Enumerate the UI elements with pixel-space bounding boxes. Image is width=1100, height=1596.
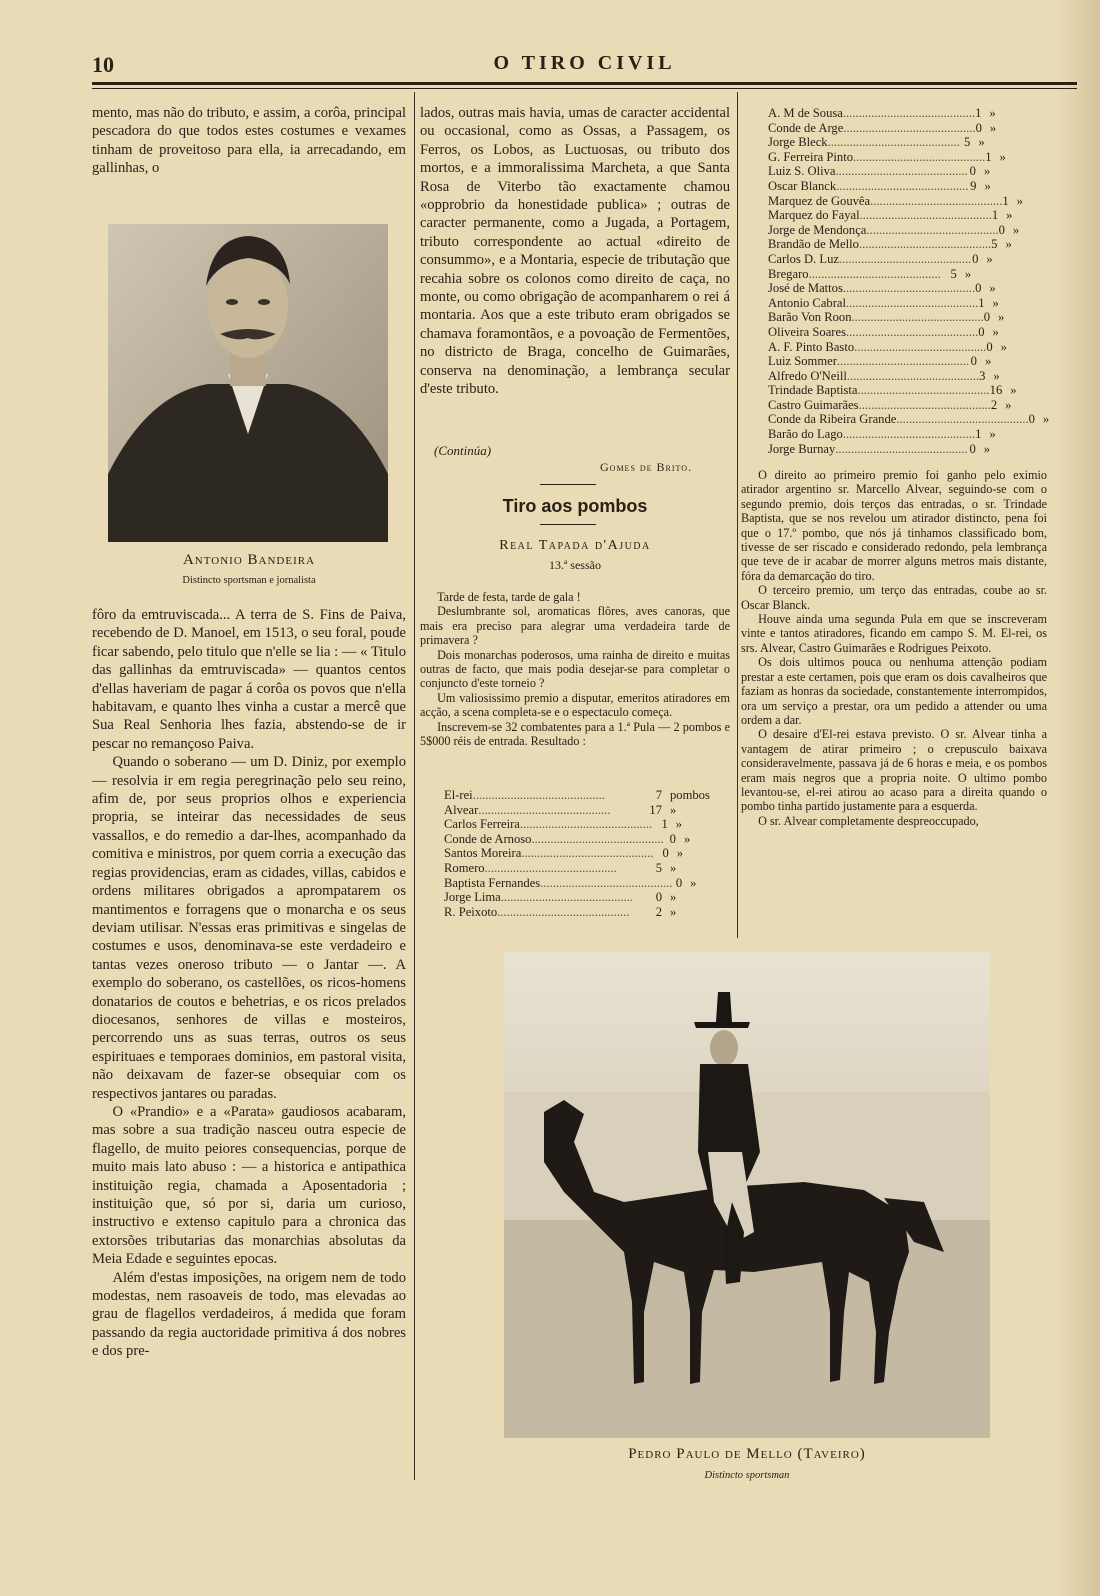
result-row [768,135,1004,150]
shooter-name: Romero [444,860,485,875]
shooter-name: Barão Von Roon [768,310,852,325]
result-row [768,193,1023,209]
result-row [768,427,1004,442]
shooter-name: Conde de Arnoso [444,831,532,846]
shooter-score: 0 [675,875,683,890]
column-1-body [92,606,406,1361]
tiro-intro [420,590,730,748]
article-paragraph: Um valiosissimo premio a disputar, emeritos atiradores em acção, a scena completa-se e o espectaculo começa. [420,690,730,720]
result-row [768,296,1004,311]
leader-dots: .......................................... [842,281,976,296]
shooter-name: Alfredo O'Neill [768,368,847,383]
result-row [444,890,714,905]
result-row [768,267,1004,282]
result-row [444,846,714,861]
article-paragraph: Tarde de festa, tarde de gala ! [437,590,581,604]
leader-dots: .......................................... [859,208,992,223]
leader-dots: .......................................... [521,846,654,861]
score-unit: » [978,135,985,150]
score-unit: » [1005,237,1012,252]
portrait-caption-sub: Distincto sportsman e jornalista [182,575,316,586]
score-unit: » [992,324,999,339]
shooter-score: 17 [649,802,662,817]
score-unit: » [670,860,677,875]
result-row [768,325,1004,340]
article-paragraph: O sr. Alvear completamente despreoccupado, [758,813,979,828]
score-unit: » [1000,339,1007,354]
shooter-name: Bregaro [768,266,809,281]
result-row [768,310,1004,325]
shooter-name: Alvear [444,802,479,817]
shooter-score: 1 [991,208,999,223]
column-3-body [741,468,1047,828]
leader-dots: .......................................... [497,904,630,919]
shooter-name: Baptista Fernandes [444,875,541,890]
leader-dots: .......................................... [835,164,968,179]
shooter-score: 0 [669,831,676,846]
score-unit: » [983,441,991,456]
result-row [444,832,714,847]
shooter-score: 1 [975,427,982,442]
article-paragraph: O terceiro premio, um terço das entradas, coube ao sr. Oscar Blanck. [741,583,1047,612]
shooter-name: Trindade Baptista [768,383,858,398]
article-paragraph: Quando o soberano — um D. Diniz, por exemplo — resolvia ir em regia peregrinação pelo seu reino, afim de, por seus proprios olhos e experiencia propria, se inteirar das necessidades de seus vassallos, e do remedio a dar-lhes, acompanhado da comitiva e ministros, por quem corria a execução das regias providencias, eram as cidades, villas, cabidos e ordens militares obrigados a aprompatarem os mantimentos e forragens que o monarcha e os seus deviam utilisar. N'essas eras primitivas e singelas de costumes e usos, denominava-se este verdadeiro e tantas vezes oneroso tributo — o Jantar —. A exemplo do soberano, os castellões, os ricos-homens donatarios de coutos e behetrias, e os ricos prelados diocesanos, senhores de villas e mosteiros, percorrendo uns as suas terras, outros os seus espirituaes e temporaes dominios, em pastoral visita, não deixavam de fazer-se obsequiar com os respectivos jantares ou paradas. [92,754,406,1102]
horse-photo-caption-name: Pedro Paulo de Mello (Taveiro) [628,1446,866,1462]
result-row [444,803,714,818]
shooter-name: Conde da Ribeira Grande [768,412,897,427]
result-row [768,383,1017,398]
portrait-caption-name: Antonio Bandeira [182,552,316,568]
shooter-score: 1 [985,149,992,164]
shooter-name: Luiz S. Oliva [768,164,836,179]
shooter-score: 5 [991,237,998,252]
score-unit: » [984,354,992,369]
shooter-name: Oscar Blanck [768,178,837,193]
result-row [768,339,1007,355]
shooter-name: Jorge Lima [444,890,501,905]
shooter-name: A. F. Pinto Basto [768,339,855,354]
score-unit: » [983,164,991,179]
shooter-name: Luiz Sommer [768,354,837,369]
score-unit: » [986,251,993,266]
shooter-score: 7 [655,788,662,802]
leader-dots: .......................................... [540,875,673,890]
shooter-score: 2 [655,904,662,919]
shooter-name: El-rei [444,788,473,802]
header-rule [92,82,1077,85]
shooter-score: 1 [975,106,982,120]
article-paragraph: mento, mas não do tributo, e assim, a corôa, principal pescadora do que todos estes costumes e vexames tinham de proveitoso para ella, ia arrecadando, em gallinhas, o [92,105,406,177]
horse-photo [504,952,990,1438]
result-row [768,397,1012,413]
shooter-score: 2 [990,397,998,412]
masthead [92,44,1077,80]
article-paragraph: Inscrevem-se 32 combatentes para a 1.ª Pula — 2 pombos e 5$000 réis de entrada. Resultado : [420,719,730,749]
result-row [768,222,1020,238]
score-unit: » [989,281,996,296]
leader-dots: .......................................... [836,354,970,369]
score-unit: » [1005,397,1012,412]
column-2-top [420,104,730,399]
shooter-score: 0 [978,324,985,339]
leader-dots: .......................................... [858,397,991,412]
shooter-score: 0 [983,310,991,325]
leader-dots: .......................................... [472,788,605,802]
score-unit: » [989,427,996,442]
score-unit: » [683,831,691,846]
article-paragraph: fôro da emtruviscada... A terra de S. Fins de Paiva, recebendo de D. Manoel, em 1513, o seu foral, poude ficar sabendo, pelo titulo que n'elle se lia : — « Titulo das gallinhas da emtruviscada» — quantos centos d'ellas haveriam de pagar á corôa os povos que n'ella habitavam, e quanto lhes vinha a custar a mercê que Sua Real Senhoria lhes fazia, abstendo-se de ir pescar no remançoso Paiva. [92,607,406,752]
leader-dots: .......................................... [842,106,976,120]
newspaper-title: O TIRO CIVIL [493,52,676,74]
shooter-name: A. M de Sousa [768,106,843,120]
shooter-score: 0 [972,251,979,266]
leader-dots: .......................................... [500,890,634,905]
score-unit: » [675,817,683,832]
shooter-name: Jorge Burnay [768,441,836,456]
leader-dots: .......................................... [519,817,653,832]
result-row [768,442,1004,457]
article-paragraph: O «Prandio» e a «Parata» gaudiosos acabaram, mas sobre a sua tradição nasceu outra especie de flagello, de muito peiores consequencias, porque de muito mais lato abuso : — a historica e antipathica instituição regia, chamada a Aposentadoria ; instituição que, só por si, daria um curioso, instructivo e extenso capitulo para a chronica das extorsões tributarias das monarchias absolutas da Meia Edade e seguintes epocas. [92,1103,406,1268]
result-row [768,150,1004,165]
horse-rider-image [504,952,990,1438]
continua-note: (Continúa) [434,443,492,458]
shooter-score: 0 [662,846,669,861]
shooter-score: 0 [970,354,977,369]
score-unit: » [964,266,972,281]
column-separator-2 [737,92,738,938]
page-edge-shadow [1058,0,1100,1596]
score-unit: » [1012,222,1020,237]
leader-dots: .......................................... [846,295,979,310]
shooter-name: Oliveira Soares [768,324,846,339]
leader-dots: .......................................... [866,222,999,237]
result-row [444,817,714,832]
article-paragraph: Houve ainda uma segunda Pula em que se inscreveram vinte e tantos atiradores, ficando em campo S. M. El-rei, os srs. Alvear, Castro Guimarães e Rodrigues Peixoto. [741,612,1047,655]
section-subtitle: Real Tapada d'Ajuda [499,538,651,553]
shooter-name: Santos Moreira [444,846,522,861]
score-unit: » [992,295,999,310]
horse-photo-caption-sub: Distincto sportsman [704,1470,790,1481]
article-paragraph: lados, outras mais havia, umas de caracter accidental ou occasional, como as Ossas, a Passagem, os Ferros, os Lobos, as Luctuosas, ou tributo dos mortos, e a immoralissima Marcheta, a que Santa Rosa de Viterbo tão exactamente chamou «opprobrio da honestidade publica» ; outras de caracter permanente, como a Jugada, a Portagem, tributo correspondente ao actual «direito de consummo», e a Montaria, especie de tributação que recahia sobre os colonos como direito de caça, no monte, ou como obrigação de acompanharem o rei á montaria. Aos que a este tributo eram obrigados se chamava foramontãos, e a povoação de Fermentões, no districto de Braga, concelho de Guimarães, conserva na denominação, a lembrança secular d'este tributo. [420,105,730,398]
leader-dots: .......................................... [478,802,611,817]
leader-dots: .......................................... [839,251,972,266]
leader-dots: .......................................... [484,860,617,875]
shooter-name: Jorge Bleck [768,135,828,150]
section-rule [540,484,596,485]
leader-dots: .......................................... [854,339,987,354]
article-paragraph: O direito ao primeiro premio foi ganho pelo eximio atirador argentino sr. Marcello Alvear, seguindo-se com o segundo premio, dois terços das entradas, o sr. Trindade Baptista, que se nos revelou um atirador distincto, pena foi que o 17.º pombo, que nós já tinhamos classificado bom, tivesse de ser riscado e considerado redondo, pela lembrança que teve de ir acabar de morrer alguns metros mais distante, fóra da demarcação do tiro. [741,468,1047,583]
leader-dots: .......................................... [853,149,986,164]
score-unit: » [1016,193,1023,208]
result-row [768,179,1004,194]
shooter-score: 1 [978,295,985,310]
result-row [768,237,1012,252]
score-unit: » [690,875,697,890]
leader-dots: .......................................... [531,831,664,846]
score-unit: pombos [670,788,710,802]
shooter-name: R. Peixoto [444,904,498,919]
shooter-score: 9 [970,178,977,193]
shooter-name: Marquez de Gouvêa [768,193,871,208]
score-unit: » [1006,208,1013,223]
score-unit: » [676,846,684,861]
column-1-top [92,104,406,178]
result-row [768,252,1004,267]
score-unit: » [984,178,991,193]
result-row [768,208,1013,223]
shooter-score: 0 [986,339,993,354]
result-row [768,121,1004,136]
score-unit: » [993,368,1000,383]
result-row [768,164,1004,179]
section-title: Tiro aos pombos [502,496,648,516]
shooter-score: 0 [969,441,976,456]
shooter-name: Carlos D. Luz [768,251,839,266]
result-row [444,876,714,891]
shooter-score: 1 [1002,193,1009,208]
result-row [768,369,1004,384]
page-number: 10 [92,52,114,77]
shooter-score: 0 [969,164,976,179]
shooter-name: Conde de Arge [768,120,844,135]
article-paragraph: Os dois ultimos pouca ou nenhuma attenção podiam prestar a este certamen, pois que eram os dois cavalheiros que faziam as honras da sociedade, constantemente interrompidos, ora um serviço a prestar, ora um pedido a attender ou uma ordem a dar. [741,655,1047,727]
article-paragraph: Além d'estas imposições, na origem nem de todo modestas, nem rasoaveis de todo, mas elevadas ao grau de flagellos verdadeiros, á medida que foram passando da regia auctoridade primitiva á dos nobres e dos pre- [92,1269,406,1360]
shooter-name: Antonio Cabral [768,295,846,310]
result-row [768,281,1004,296]
score-unit: » [989,106,996,120]
section-rule [540,524,596,525]
shooter-score: 5 [964,135,971,150]
shooter-name: G. Ferreira Pinto [768,149,853,164]
shooter-name: Marquez do Fayal [768,208,860,223]
article-paragraph: Dois monarchas poderosos, uma rainha de direito e muitas outras de facto, que mais podia desejar-se para completar o conjuncto d'este torneio ? [420,647,730,691]
score-unit: » [998,310,1005,325]
score-unit: » [670,802,677,817]
shooter-score: 0 [1028,412,1035,427]
score-unit: » [999,149,1006,164]
score-unit: » [1010,383,1017,398]
author-signature: Gomes de Brito. [600,460,693,474]
column-separator-1 [414,92,415,1480]
result-row [444,788,714,803]
result-row [768,106,1004,121]
leader-dots: .......................................... [846,368,980,383]
results-table-2 [768,106,1050,456]
leader-dots: .......................................... [836,178,969,193]
leader-dots: .......................................... [843,120,976,135]
score-unit: » [670,904,677,919]
shooter-name: Barão do Lago [768,427,843,442]
leader-dots: .......................................... [835,441,968,456]
result-row [768,412,1050,427]
shooter-score: 5 [950,266,957,281]
shooter-score: 5 [655,860,662,875]
shooter-score: 3 [979,368,986,383]
leader-dots: .......................................... [851,310,984,325]
result-row [444,905,714,920]
score-unit: » [989,120,997,135]
article-paragraph: Deslumbrante sol, aromaticas flôres, aves canoras, que mais era preciso para alegrar uma verdadeira tarde de primavera ? [420,604,730,648]
leader-dots: .......................................... [896,412,1029,427]
leader-dots: .......................................... [846,324,979,339]
shooter-name: Jorge de Mendonça [768,222,867,237]
shooter-name: Castro Guimarães [768,397,859,412]
leader-dots: .......................................... [858,237,992,252]
leader-dots: .......................................... [827,135,960,150]
results-table-1 [444,788,714,919]
article-paragraph: O desaire d'El-rei estava previsto. O sr. Alvear tinha a vantagem de atirar primeiro ; o crepusculo baixava consideravelmente, passava já de 6 horas e meia, e os pombos eram mais negros que a propria noite. O ultimo pombo levantou-se, el-rei atirou ao acaso para a direita quando o pombo tinha partido justamente para a esquerda. [741,727,1047,814]
score-unit: » [1042,412,1050,427]
shooter-name: Brandão de Mello [768,237,859,252]
shooter-name: Carlos Ferreira [444,817,520,832]
shooter-name: José de Mattos [768,281,843,296]
shooter-score: 0 [975,120,982,135]
header-rule-thin [92,88,1077,89]
shooter-score: 1 [661,817,668,832]
shooter-score: 0 [975,281,982,296]
leader-dots: .......................................... [842,427,976,442]
leader-dots: .......................................... [857,383,990,398]
leader-dots: .......................................... [808,266,941,281]
shooter-score: 0 [998,222,1005,237]
portrait-photo [108,224,388,542]
portrait-image [108,224,388,542]
session-label: 13.ª sessão [549,558,601,572]
leader-dots: .......................................... [870,193,1003,208]
result-row [768,354,1004,369]
score-unit: » [670,890,677,905]
result-row [444,861,714,876]
shooter-score: 0 [655,890,662,905]
shooter-score: 16 [989,383,1003,398]
